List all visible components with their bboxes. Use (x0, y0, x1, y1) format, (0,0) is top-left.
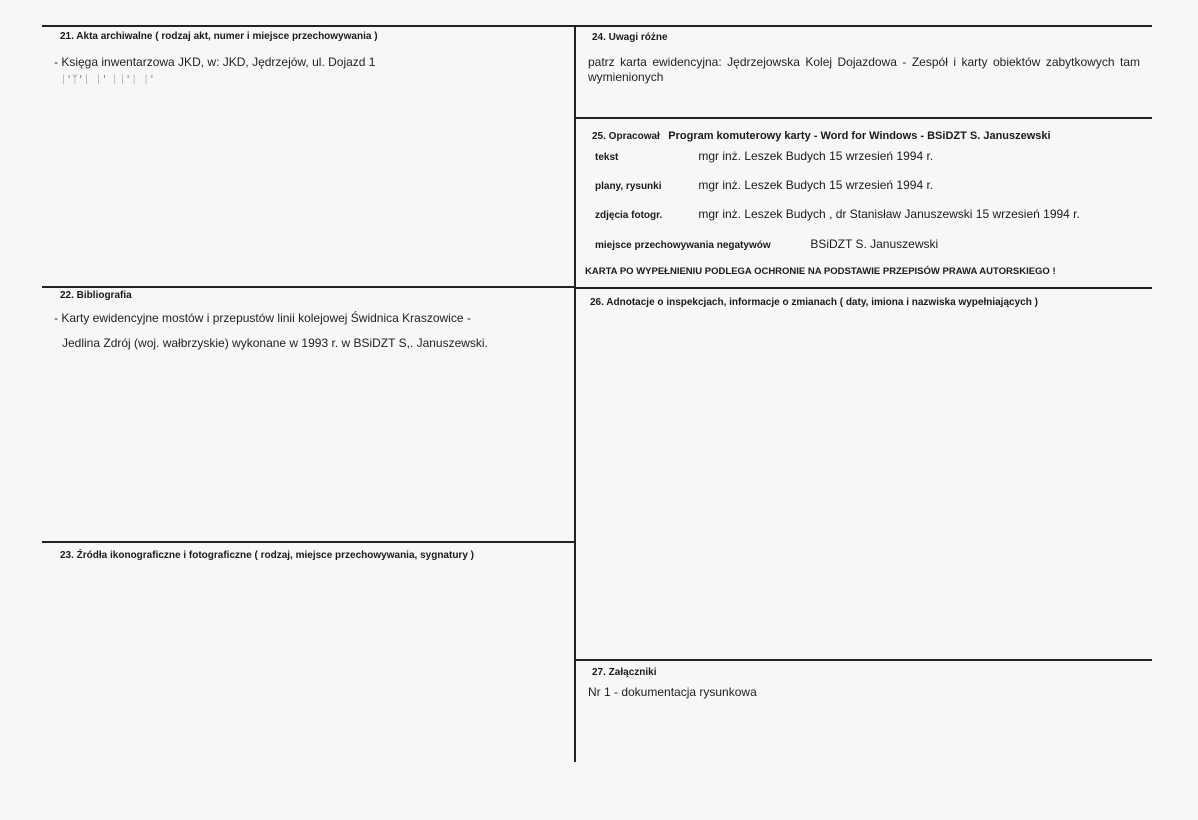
section-24-text: patrz karta ewidencyjna: Jędrzejowska Kolej Dojazdowa - Zespół i karty obiektów zabytkowych tam wymienionych (588, 55, 1140, 84)
rule-22-23 (42, 541, 574, 543)
section-26-title: 26. Adnotacje o inspekcjach, informacje o zmianach ( daty, imiona i nazwiska wypełniających ) (590, 297, 1038, 308)
author-row-label: tekst (595, 152, 619, 163)
author-row-text (595, 149, 933, 163)
center-divider (574, 25, 576, 762)
section-24-title: 24. Uwagi różne (592, 32, 668, 43)
section-22-title: 22. Bibliografia (60, 290, 132, 301)
author-row-drawings (595, 178, 933, 192)
section-25-program: Program komuterowy karty - Word for Windows - BSiDZT S. Januszewski (668, 130, 1051, 142)
author-row-value: BSiDZT S. Januszewski (810, 237, 939, 251)
author-row-value: mgr inż. Leszek Budych , dr Stanisław Januszewski 15 wrzesień 1994 r. (698, 207, 1080, 221)
rule-24-25 (576, 117, 1152, 119)
section-25-title: 25. Opracował (592, 131, 660, 142)
author-row-label: zdjęcia fotogr. (595, 210, 663, 221)
section-21-line-1: - Księga inwentarzowa JKD, w: JKD, Jędrzejów, ul. Dojazd 1 (54, 55, 376, 69)
section-27-title: 27. Załączniki (592, 667, 657, 678)
rule-25-26 (576, 287, 1152, 289)
copyright-notice: KARTA PO WYPEŁNIENIU PODLEGA OCHRONIE NA PODSTAWIE PRZEPISÓW PRAWA AUTORSKIEGO ! (585, 266, 1056, 277)
author-row-label: plany, rysunki (595, 181, 662, 192)
author-row-negatives (595, 237, 938, 251)
author-row-value: mgr inż. Leszek Budych 15 wrzesień 1994 r. (698, 178, 934, 192)
section-25-header (592, 126, 1051, 144)
section-23-title: 23. Źródła ikonograficzne i fotograficzne ( rodzaj, miejsce przechowywania, sygnatury ) (60, 550, 474, 561)
rule-26-27 (576, 659, 1152, 661)
rule-21-22 (42, 286, 574, 288)
section-21-title: 21. Akta archiwalne ( rodzaj akt, numer i miejsce przechowywania ) (60, 31, 378, 42)
section-22-line-1: - Karty ewidencyjne mostów i przepustów linii kolejowej Świdnica Kraszowice - (54, 311, 471, 325)
section-22-line-2: Jedlina Zdrój (woj. wałbrzyskie) wykonane w 1993 r. w BSiDZT S,. Januszewski. (62, 336, 488, 350)
section-27-line-1: Nr 1 - dokumentacja rysunkowa (588, 685, 757, 699)
author-row-label: miejsce przechowywania negatywów (595, 240, 771, 251)
top-rule (42, 25, 1152, 27)
handwritten-scribble: ᛁ'ᛉ'ᛁ ᛁ' ᛁᛁ'ᛁ ᛁ' (60, 73, 155, 86)
author-row-value: mgr inż. Leszek Budych 15 wrzesień 1994 r. (698, 149, 934, 163)
author-row-photos (595, 207, 1080, 221)
